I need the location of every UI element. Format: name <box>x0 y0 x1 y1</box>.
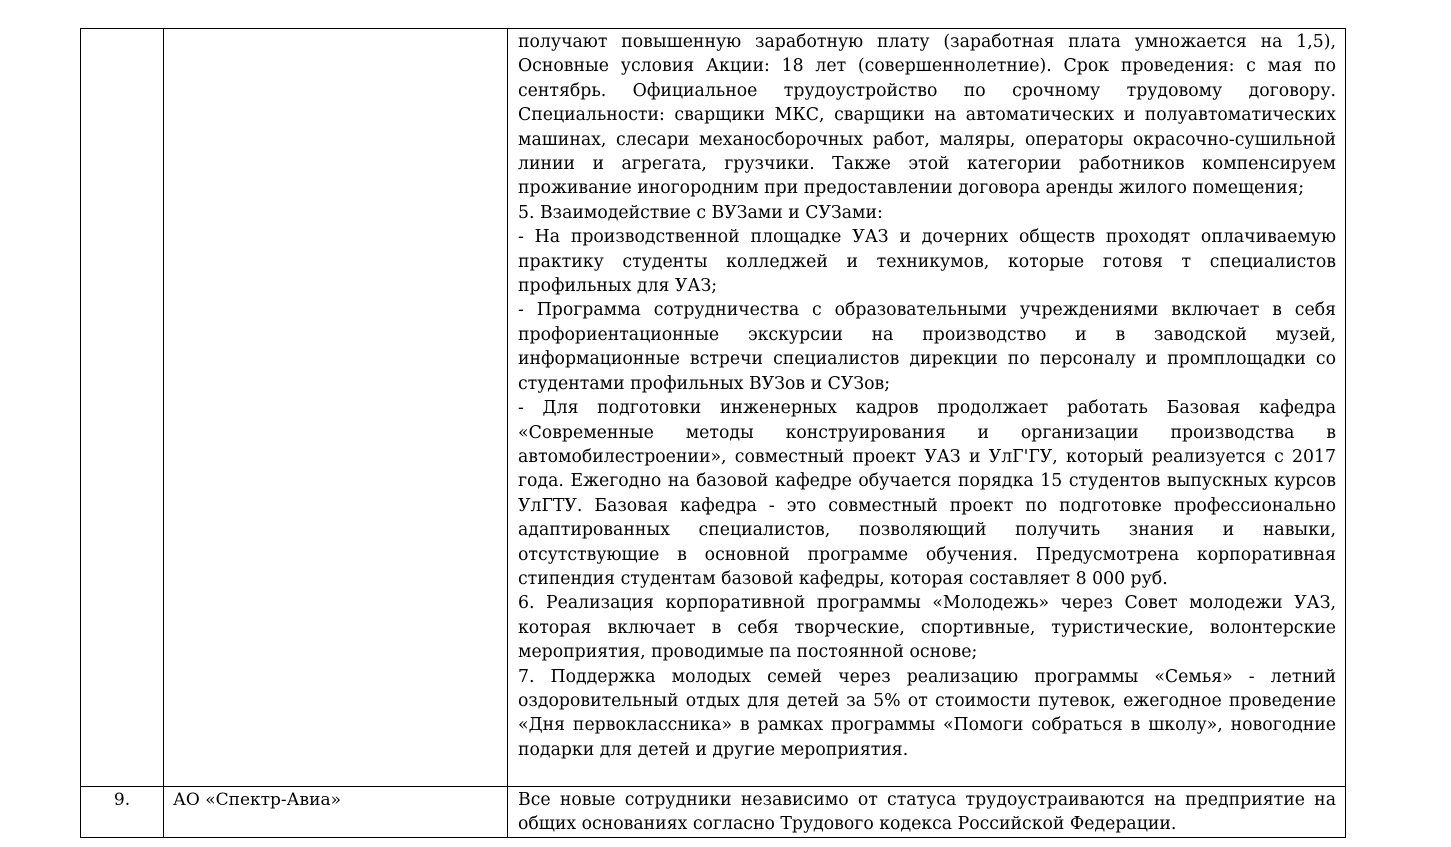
paragraph-employment-terms: Все новые сотрудники независимо от статуса трудоустраиваются на предприятие на общих основаниях согласно Трудового кодекса Российской Федерации. <box>518 790 1336 835</box>
description-cell <box>508 29 1346 787</box>
row-number-cell: 9. <box>81 787 164 838</box>
paragraph-family-program: 7. Поддержка молодых семей через реализацию программы «Семья» - летний оздоровительный отдых для детей за 5% от стоимости путевок, ежегодное проведение «Дня первоклассника» в рамках программы «Помоги собраться в школу», новогодние подарки для детей и другие мероприятия. <box>518 666 1336 760</box>
organization-cell <box>164 29 508 787</box>
organization-cell: АО «Спектр-Авиа» <box>164 787 508 838</box>
paragraph-cooperation-program: - Программа сотрудничества с образовательными учреждениями включает в себя профориентационные экскурсии на производство и в заводской музей, информационные встречи специалистов дирекции по персоналу и промплощадки со студентами профильных ВУЗов и СУЗов; <box>518 300 1336 394</box>
paragraph-intro: получают повышенную заработную плату (заработная плата умножается на 1,5), Основные условия Акции: 18 лет (совершеннолетние). Срок проведения: с мая по сентябрь. Официальное трудоустройство по срочному трудовому договору. Специальности: сварщики МКС, сварщики на автоматических и полуавтоматических машинах, слесари механосборочных работ, маляры, операторы окрасочно-сушильной линии и агрегата, грузчики. Также этой категории работников компенсируем проживание иногородним при предоставлении договора аренды жилого помещения; <box>518 32 1336 199</box>
table-row-9 <box>81 787 1346 838</box>
description-cell <box>508 787 1346 838</box>
table-row-continued <box>81 29 1346 787</box>
paragraph-practice: - На производственной площадке УАЗ и дочерних обществ проходят оплачиваемую практику студенты колледжей и техникумов, которые готовя т специалистов профильных для УАЗ; <box>518 227 1336 297</box>
document-table <box>80 28 1346 838</box>
row-number-cell <box>81 29 164 787</box>
paragraph-base-department: - Для подготовки инженерных кадров продолжает работать Базовая кафедра «Современные методы конструирования и организации производства в автомобилестроении», совместный проект УАЗ и УлГ'ГУ, который реализуется с 2017 года. Ежегодно на базовой кафедре обучается порядка 15 студентов выпускных курсов УлГТУ. Базовая кафедра - это совместный проект по подготовке профессионально адаптированных специалистов, позволяющий получить знания и навыки, отсутствующие в основной программе обучения. Предусмотрена корпоративная стипендия студентам базовой кафедры, которая составляет 8 000 руб. <box>518 398 1336 589</box>
paragraph-youth-program: 6. Реализация корпоративной программы «Молодежь» через Совет молодежи УАЗ, которая включает в себя творческие, спортивные, туристические, волонтерские мероприятия, проводимые па постоянной основе; <box>518 593 1336 663</box>
paragraph-section-5-heading: 5. Взаимодействие с ВУЗами и СУЗами: <box>518 202 883 223</box>
